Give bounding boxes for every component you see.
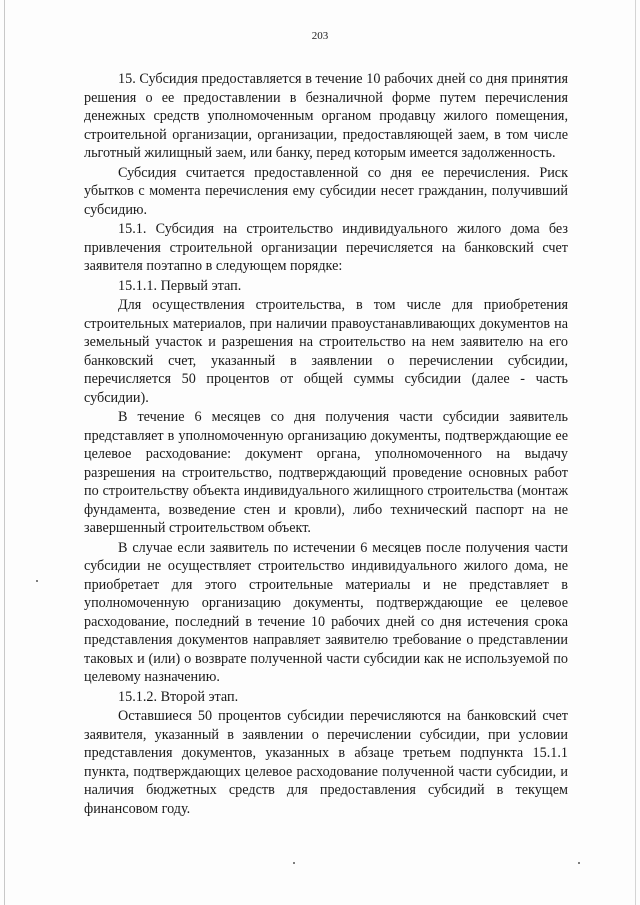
page-right-edge — [635, 0, 636, 905]
paragraph-subsidy-considered: Субсидия считается предоставленной со дня ее перечисления. Риск убытков с момента перечисления ему субсидии несет гражданин, получивший субсидию. — [84, 164, 568, 218]
paragraph-first-stage-details: Для осуществления строительства, в том числе для приобретения строительных материалов, при наличии правоустанавливающих документов на земельный участок и разрешения на строительство на нем заявителю на его банковский счет, указанный в заявлении о перечислении субсидии, перечисляется 50 процентов от общей суммы субсидии (далее - часть субсидии). — [84, 297, 568, 406]
paragraph-non-use-case: В случае если заявитель по истечении 6 месяцев после получения части субсидии не осуществляет строительство индивидуального жилого дома, не приобретает для этого строительные материалы и не представляет в уполномоченную организацию документы, подтверждающие ее целевое расходование, последний в течение 10 рабочих дней со дня истечения срока представления документов направляет заявителю требование о представлении таковых и (или) о возврате полученной части субсидии как не используемой по целевому назначению. — [84, 539, 568, 685]
page-number: 203 — [311, 30, 329, 42]
scan-speck — [578, 862, 580, 864]
paragraph-15-1: 15.1. Субсидия на строительство индивидуального жилого дома без привлечения строительной организации перечисляется на банковский счет заявителя поэтапно в следующем порядке: — [84, 221, 568, 274]
paragraph-six-months-documents: В течение 6 месяцев со дня получения части субсидии заявитель представляет в уполномоченную организацию документы, подтверждающие ее целевое расходование: документ органа, уполномоченного на выдачу разрешения на строительство, подтверждающий проведение основных работ по строительству объекта индивидуального жилищного строительства (монтаж фундамента, возведение стен и кровли), либо технический паспорт на не завершенный строительством объект. — [84, 409, 568, 536]
paragraph-second-stage-details: Оставшиеся 50 процентов субсидии перечисляются на банковский счет заявителя, указанный в заявлении о перечислении субсидии, при условии представления документов, указанных в абзаце третьем подпункта 15.1.1 пункта, подтверждающих целевое расходование полученной части субсидии, и наличия бюджетных средств для предоставления субсидий в текущем финансовом году. — [84, 708, 568, 817]
paragraph-15-1-1-heading: 15.1.1. Первый этап. — [118, 277, 242, 294]
scan-speck — [293, 862, 295, 864]
paragraph-15: 15. Субсидия предоставляется в течение 10 рабочих дней со дня принятия решения о ее предоставлении в безналичной форме путем перечисления денежных средств уполномоченным органом продавцу жилого помещения, строительной организации, организации, предоставляющей заем, в том числе льготный жилищный заем, или банку, перед которым имеется задолженность. — [84, 71, 568, 161]
scan-speck — [36, 580, 38, 582]
document-body — [84, 70, 568, 818]
paragraph-15-1-2-heading: 15.1.2. Второй этап. — [118, 688, 239, 705]
page-left-edge — [4, 0, 5, 905]
